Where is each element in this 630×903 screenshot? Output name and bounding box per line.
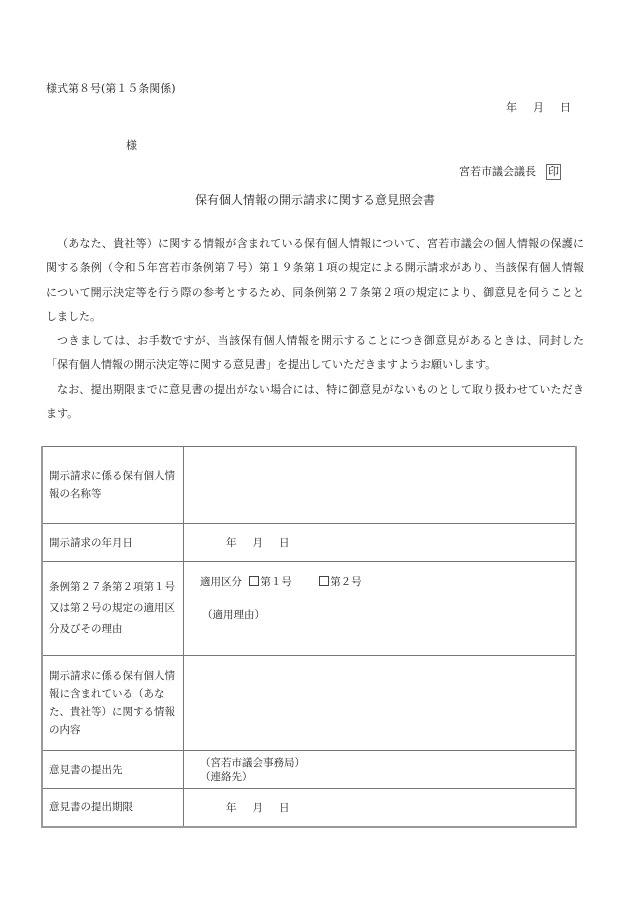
contact-line: （連絡先） — [200, 770, 253, 783]
row-label: 意見書の提出先 — [42, 751, 184, 789]
table-row — [42, 789, 576, 827]
body-paragraph: つきましては、お手数ですが、当該保有個人情報を開示することにつき御意見があるときは、同封した「保有個人情報の開示決定等に関する意見書」を提出していただきますようお願いします。 — [46, 334, 584, 372]
date-year-label: 年 — [506, 101, 517, 114]
table-row — [42, 751, 576, 789]
table-row — [42, 562, 576, 656]
info-table — [41, 446, 577, 828]
checkbox-option-1[interactable] — [249, 576, 259, 586]
checkbox-option-2[interactable] — [319, 576, 329, 586]
date-year-label: 年 — [226, 537, 237, 549]
destination-line: （宮若市議会事務局） — [200, 756, 305, 769]
request-date-field[interactable] — [184, 524, 577, 562]
deadline-date-field[interactable] — [184, 789, 577, 827]
date-day-label: 日 — [279, 537, 290, 549]
document-title: 保有個人情報の開示請求に関する意見照会書 — [194, 193, 435, 207]
option-2-label: 第２号 — [330, 575, 362, 588]
table-row — [42, 524, 576, 562]
category-label: 適用区分 — [200, 575, 242, 588]
body-paragraph: （あなた、貴社等）に関する情報が含まれている保有個人情報について、宮若市議会の個人情報の保護に関する条例（令和５年宮若市条例第７号）第１９条第１項の規定による開示請求があり、当該保有個人情報について開示決定等を行う際の参考とするため、同条例第２７条第２項の規定により、御意見を伺うこととしました。 — [46, 237, 584, 323]
row-label: 条例第２７条第２項第１号又は第２号の規定の適用区分及びその理由 — [42, 562, 184, 656]
body-text — [46, 232, 584, 426]
form-number: 様式第８号(第１５条関係) — [46, 82, 176, 95]
table-row — [42, 447, 576, 524]
option-1-label: 第１号 — [260, 575, 292, 588]
seal-icon: 印 — [548, 165, 559, 178]
date-month-label: 月 — [252, 801, 263, 814]
date-year-label: 年 — [226, 801, 237, 814]
reason-label: （適用理由） — [202, 608, 265, 621]
info-content-field[interactable] — [184, 656, 577, 751]
body-paragraph: なお、提出期限までに意見書の提出がない場合には、特に御意見がないものとして取り扱わせていただきます。 — [46, 382, 584, 421]
row-label: 開示請求に係る保有個人情報に含まれている（あなた、貴社等）に関する情報の内容 — [42, 656, 184, 751]
row-label: 開示請求の年月日 — [42, 524, 184, 562]
sender-block — [459, 163, 561, 180]
sender-name: 宮若市議会議長 — [459, 165, 536, 178]
row-label: 開示請求に係る保有個人情報の名称等 — [42, 447, 184, 524]
addressee-honorific: 様 — [126, 139, 137, 152]
category-cell — [184, 562, 577, 656]
date-month-label: 月 — [252, 537, 263, 549]
info-name-field[interactable] — [184, 447, 577, 524]
submission-destination-field[interactable] — [184, 751, 577, 789]
table-row — [42, 656, 576, 751]
date-day-label: 日 — [279, 801, 290, 814]
issue-date — [506, 99, 571, 115]
date-day-label: 日 — [560, 101, 571, 114]
date-month-label: 月 — [533, 101, 544, 114]
row-label: 意見書の提出期限 — [42, 789, 184, 827]
